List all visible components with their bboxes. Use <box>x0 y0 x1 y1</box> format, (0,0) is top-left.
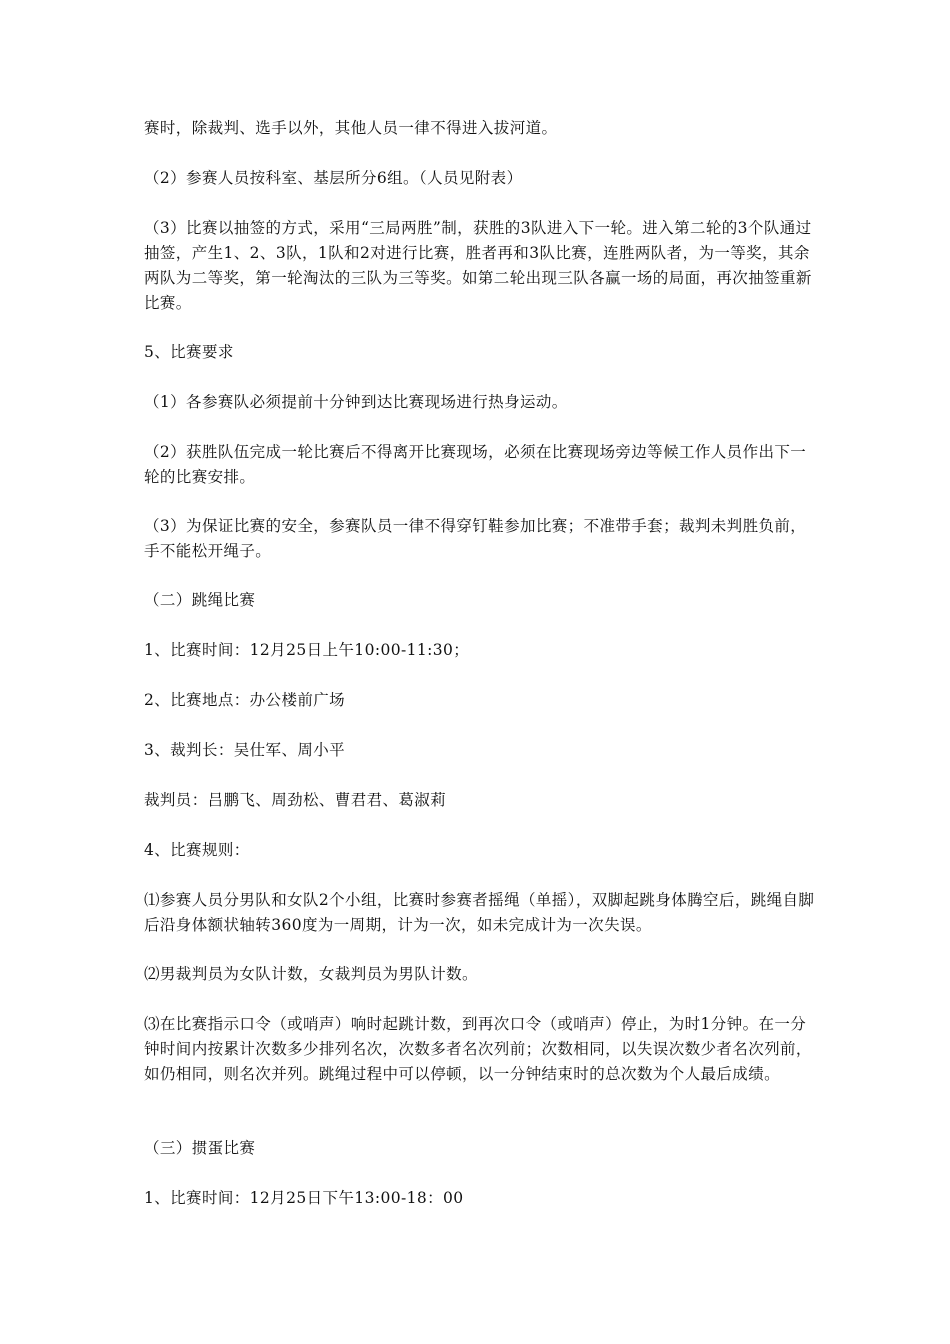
paragraph-rule-2: ⑵男裁判员为女队计数，女裁判员为男队计数。 <box>144 965 478 983</box>
paragraph-skipping-time: 1、比赛时间：12月25日上午10:00-11:30； <box>144 641 470 659</box>
heading-rope-skipping: （二）跳绳比赛 <box>144 591 256 609</box>
paragraph-guandan-time: 1、比赛时间：12月25日下午13:00-18：00 <box>144 1189 464 1207</box>
paragraph-skipping-location: 2、比赛地点：办公楼前广场 <box>144 691 346 709</box>
heading-competition-requirements: 5、比赛要求 <box>144 343 234 361</box>
paragraph-head-referees: 3、裁判长：吴仕军、周小平 <box>144 741 346 759</box>
paragraph-safety: （3）为保证比赛的安全，参赛队员一律不得穿钉鞋参加比赛；不准带手套；裁判未判胜负前，手不能松开绳子。 <box>144 517 807 560</box>
paragraph-tug-of-war-lane-rule: 赛时，除裁判、选手以外，其他人员一律不得进入拔河道。 <box>144 119 558 137</box>
paragraph-rule-3: ⑶在比赛指示口令（或哨声）响时起跳计数，到再次口令（或哨声）停止，为时1分钟。在一分钟时间内按累计次数多少排列名次，次数多者名次列前；次数相同，以失误次数少者名次列前，如仍相同，则名次并列。跳绳过程中可以停顿，以一分钟结束时的总次数为个人最后成绩。 <box>144 1015 812 1083</box>
paragraph-grouping: （2）参赛人员按科室、基层所分6组。（人员见附表） <box>144 169 523 187</box>
heading-guandan: （三）掼蛋比赛 <box>144 1139 256 1157</box>
paragraph-draw-format: （3）比赛以抽签的方式，采用“三局两胜”制，获胜的3队进入下一轮。进入第二轮的3个队通过抽签，产生1、2、3队，1队和2对进行比赛，胜者再和3队比赛，连胜两队者，为一等奖，其余两队为二等奖，第一轮淘汰的三队为三等奖。如第二轮出现三队各赢一场的局面，再次抽签重新比赛。 <box>144 219 812 312</box>
paragraph-referees: 裁判员：吕鹏飞、周劲松、曹君君、葛淑莉 <box>144 791 447 809</box>
paragraph-warm-up: （1）各参赛队必须提前十分钟到达比赛现场进行热身运动。 <box>144 393 568 411</box>
paragraph-winner-stays: （2）获胜队伍完成一轮比赛后不得离开比赛现场，必须在比赛现场旁边等候工作人员作出下一轮的比赛安排。 <box>144 443 807 486</box>
heading-skipping-rules: 4、比赛规则： <box>144 841 250 859</box>
paragraph-rule-1: ⑴参赛人员分男队和女队2个小组，比赛时参赛者摇绳（单摇），双脚起跳身体腾空后，跳绳自脚后沿身体额状轴转360度为一周期，计为一次，如未完成计为一次失误。 <box>144 891 815 934</box>
